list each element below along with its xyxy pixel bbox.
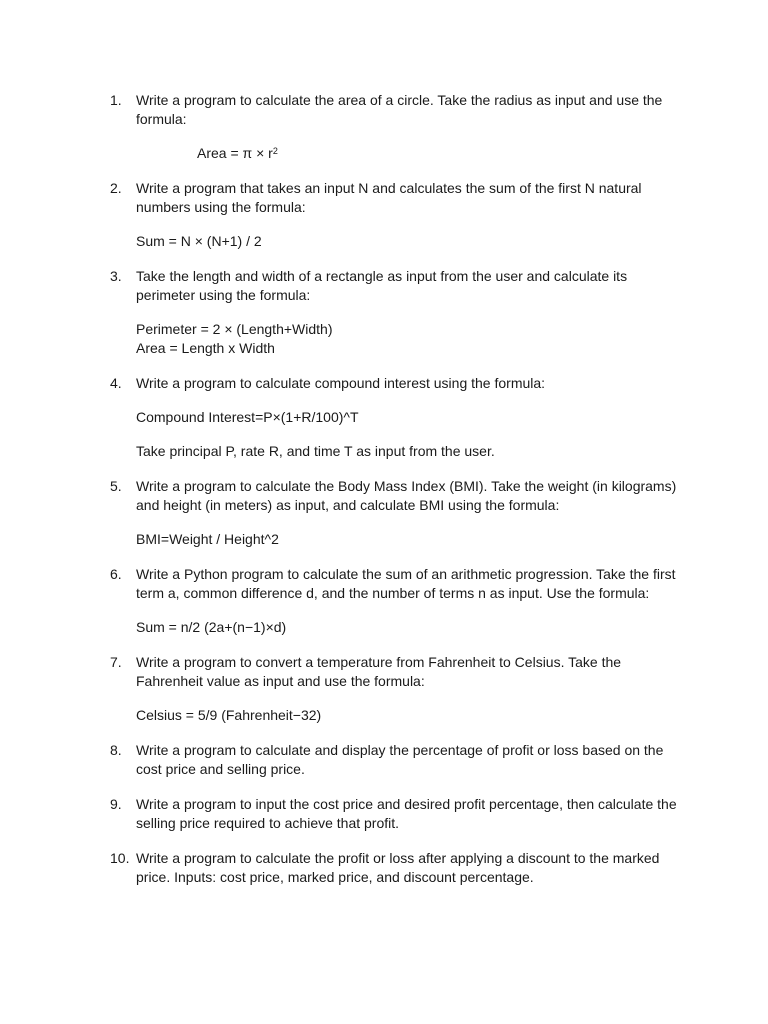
formula-superscript: 2 — [272, 146, 278, 156]
question-text: Write a program to calculate the area of a circle. Take the radius as input and use the formula: — [136, 92, 663, 127]
question-item-7 — [0, 653, 708, 725]
question-item-2 — [0, 179, 708, 251]
formula: Celsius = 5/9 (Fahrenheit−32) — [136, 707, 322, 723]
question-text: Write a program to calculate the profit or loss after applying a discount to the marked price. Inputs: cost price, marked price, and discount percentage. — [136, 850, 660, 885]
question-number: 5. — [110, 478, 122, 494]
question-number: 10. — [110, 850, 130, 866]
formula-base: Area = π × r — [197, 145, 273, 161]
formula: Sum = N × (N+1) / 2 — [136, 233, 262, 249]
formula: Sum = n/2 (2a+(n−1)×d) — [136, 619, 287, 635]
question-number: 7. — [110, 654, 122, 670]
question-text: Write a program to convert a temperature from Fahrenheit to Celsius. Take the Fahrenheit value as input and use the formula: — [136, 654, 622, 689]
question-item-6 — [0, 565, 708, 637]
question-list — [0, 91, 708, 887]
question-number: 1. — [110, 92, 122, 108]
question-text: Take the length and width of a rectangle as input from the user and calculate its perimeter using the formula: — [136, 268, 628, 303]
question-note: Take principal P, rate R, and time T as input from the user. — [136, 443, 495, 459]
question-item-5 — [0, 477, 708, 549]
question-item-9 — [0, 795, 708, 833]
question-text: Write a program to calculate and display the percentage of profit or loss based on the cost price and selling price. — [136, 742, 664, 777]
question-item-3 — [0, 267, 708, 358]
formula: Perimeter = 2 × (Length+Width) Area = Length x Width — [136, 321, 333, 356]
question-text: Write a program to calculate the Body Mass Index (BMI). Take the weight (in kilograms) and height (in meters) as input, and calculate BMI using the formula: — [136, 478, 677, 513]
question-item-1 — [0, 91, 708, 163]
question-text: Write a program that takes an input N and calculates the sum of the first N natural numbers using the formula: — [136, 180, 642, 215]
question-item-4 — [0, 374, 708, 461]
question-number: 9. — [110, 796, 122, 812]
question-text: Write a program to calculate compound interest using the formula: — [136, 375, 546, 391]
question-number: 8. — [110, 742, 122, 758]
formula — [136, 144, 708, 163]
question-text: Write a Python program to calculate the sum of an arithmetic progression. Take the first term a, common difference d, and the number of terms n as input. Use the formula: — [136, 566, 676, 601]
question-number: 3. — [110, 268, 122, 284]
formula: Compound Interest=P×(1+R/100)^T — [136, 409, 359, 425]
question-item-8 — [0, 741, 708, 779]
question-number: 6. — [110, 566, 122, 582]
formula: BMI=Weight / Height^2 — [136, 531, 279, 547]
question-item-10 — [0, 849, 708, 887]
question-number: 2. — [110, 180, 122, 196]
question-number: 4. — [110, 375, 122, 391]
question-text: Write a program to input the cost price and desired profit percentage, then calculate the selling price required to achieve that profit. — [136, 796, 677, 831]
